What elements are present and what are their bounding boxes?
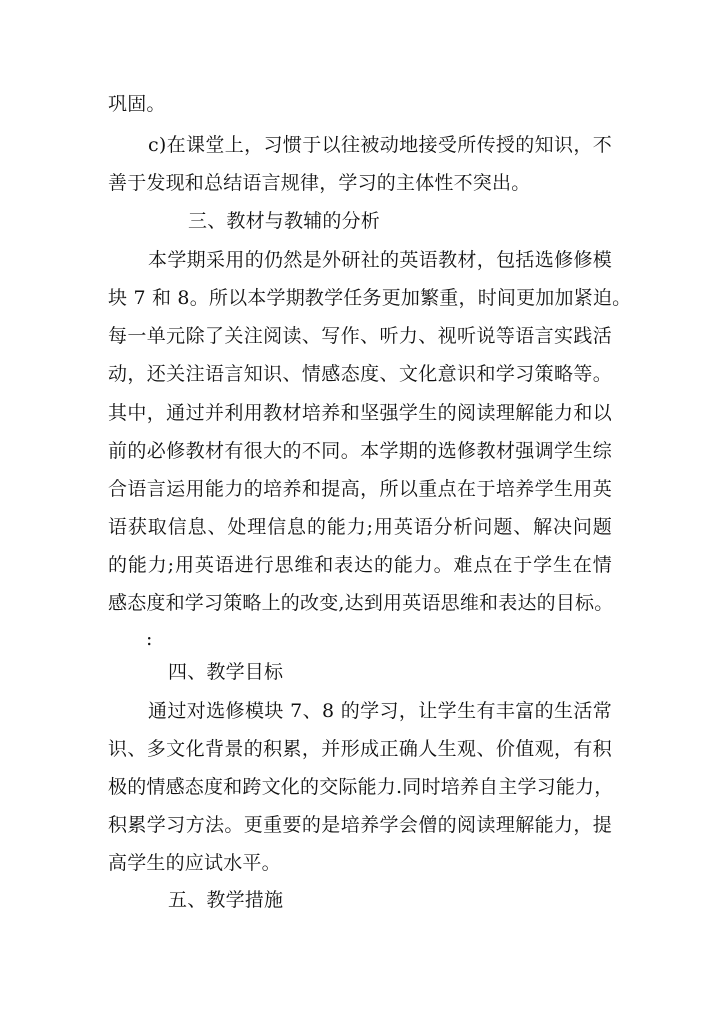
- section-heading-teaching-goals: 四、教学目标: [168, 661, 284, 683]
- paragraph-line: 语获取信息、处理信息的能力;用英语分析问题、解决问题: [108, 516, 612, 538]
- paragraph-line: 其中，通过并利用教材培养和坚强学生的阅读理解能力和以: [108, 402, 612, 424]
- paragraph-line: 极的情感态度和跨文化的交际能力.同时培养自主学习能力，: [108, 776, 614, 798]
- stray-colon: :: [146, 628, 153, 650]
- paragraph-line: 前的必修教材有很大的不同。本学期的选修教材强调学生综: [108, 440, 612, 462]
- paragraph-line: 块 7 和 8。所以本学期教学任务更加繁重，时间更加加紧迫。: [108, 287, 632, 309]
- paragraph-line: 动，还关注语言知识、情感态度、文化意识和学习策略等。: [108, 363, 612, 385]
- paragraph-line: 巩固。: [108, 93, 166, 115]
- paragraph-line: 识、多文化背景的积累，并形成正确人生观、价值观，有积: [108, 738, 612, 760]
- paragraph-line: 感态度和学习策略上的改变,达到用英语思维和表达的目标。: [108, 592, 614, 614]
- paragraph-line: 每一单元除了关注阅读、写作、听力、视听说等语言实践活: [108, 325, 612, 347]
- section-heading-teaching-measures: 五、教学措施: [168, 889, 284, 911]
- paragraph-line: 善于发现和总结语言规律，学习的主体性不突出。: [108, 172, 531, 194]
- paragraph-line: 积累学习方法。更重要的是培养学会僧的阅读理解能力，提: [108, 814, 612, 836]
- paragraph-line: 合语言运用能力的培养和提高，所以重点在于培养学生用英: [108, 478, 612, 500]
- paragraph-line: 高学生的应试水平。: [108, 852, 281, 874]
- paragraph-line: 的能力;用英语进行思维和表达的能力。难点在于学生在情: [108, 554, 612, 576]
- section-heading-textbook-analysis: 三、教材与教辅的分析: [188, 210, 381, 232]
- paragraph-line: c)在课堂上，习惯于以往被动地接受所传授的知识，不: [148, 134, 612, 156]
- paragraph-line: 本学期采用的仍然是外研社的英语教材，包括选修修模: [148, 249, 612, 271]
- paragraph-line: 通过对选修模块 7、8 的学习，让学生有丰富的生活常: [148, 700, 612, 722]
